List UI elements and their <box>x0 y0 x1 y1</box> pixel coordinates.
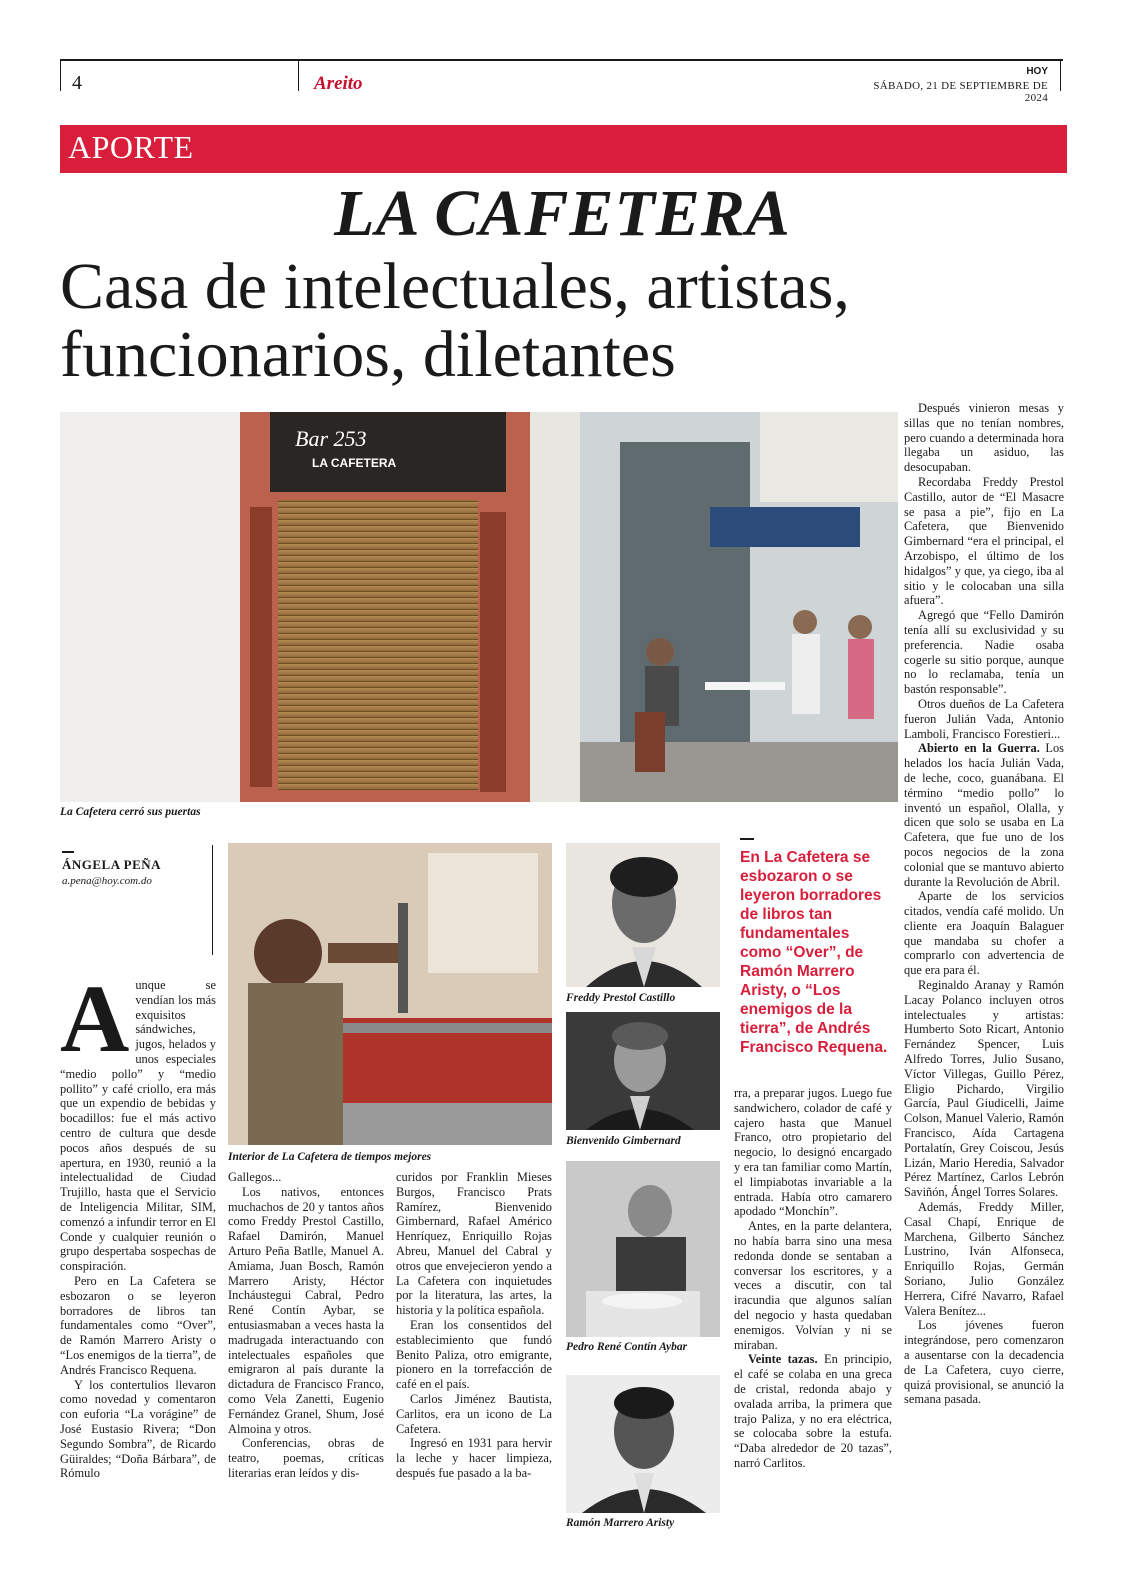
sign-bar-253: Bar 253 <box>295 426 367 451</box>
portrait-caption: Freddy Prestol Castillo <box>566 992 676 1004</box>
paragraph: rra, a preparar jugos. Luego fue sandwichero, colador de café y cajero hasta que Manuel Franco, otro propietario del negocio, lo designó encargado y era tan familiar como Martín, el limpiabotas invariable a la entrada. Había otro camarero apodado “Monchín”. <box>734 1086 892 1219</box>
paragraph: curidos por Franklin Mieses Burgos, Francisco Prats Ramírez, Bienvenido Gimbernard, Rafael Américo Henríquez, Enriquillo Rojas Abreu, Manuel del Cabral y otros que envejecieron yendo a La Cafetera con inquietudes por la literatura, las artes, la historia y la política española. <box>396 1170 552 1318</box>
paragraph <box>734 1352 892 1470</box>
paragraph: Otros dueños de La Cafetera fueron Julián Vada, Antonio Lamboli, Francisco Forestieri... <box>904 696 1064 741</box>
byline-rule <box>62 851 74 853</box>
portrait-freddy-prestol <box>566 843 720 987</box>
portrait-illustration <box>566 1161 720 1337</box>
paragraph-text: Los helados los hacía Julián Vada, de leche, coco, guanábana. El término “medio pollo” lo inventó un español, Olalla, y dicen que solo se usaba en La Cafetera, que fue uno de los pocos negocios de la zona colonial que se mantuvo abierto durante la Revolución de Abril. <box>904 741 1064 889</box>
author-email: a.pena@hoy.com.do <box>62 875 152 887</box>
section-band-label: APORTE <box>68 129 194 165</box>
article-kicker: LA CAFETERA <box>334 177 791 250</box>
paper-name: HOY <box>1026 66 1048 77</box>
pullquote-rule <box>740 838 754 840</box>
section-band <box>60 125 1067 173</box>
portrait-caption: Bienvenido Gimbernard <box>566 1135 681 1147</box>
byline-divider <box>212 845 213 955</box>
portrait-caption: Pedro René Contín Aybar <box>566 1341 688 1353</box>
paragraph: Agregó que “Fello Damirón tenía allí su exclusividad y su preferencia. Nadie osaba cogerle su sitio porque, aunque no lo reclamaba, tenía un bastón responsable”. <box>904 608 1064 697</box>
paragraph: unque se vendían los más exquisitos sándwiches, jugos, helados y unos especiales “medio pollo” y “medio pollito” y café criollo, era más que un expendio de bebidas y bocadillos: fue el más activo centro de cultura que desde pocos años después de su apertura, en 1930, reunió a la intelectualidad de Ciudad Trujillo, hasta que el Servicio de Inteligencia Militar, SIM, comenzó a infundir terror en El Conde y cualquier reunión o grupo despertaba sospechas de conspiración. <box>60 978 216 1274</box>
interior-photo-caption: Interior de La Cafetera de tiempos mejores <box>228 1151 432 1163</box>
portrait-ramon-marrero-aristy <box>566 1375 720 1513</box>
portrait-illustration <box>566 843 720 987</box>
page-number: 4 <box>72 72 82 94</box>
paragraph: Antes, en la parte delantera, no había barra sino una mesa redonda donde se sentaban a conversar los escritores, y a veces a discutir, con tal iracundia que algunos salían del negocio y hasta quedaban enemigos. Volvían y ni se miraban. <box>734 1219 892 1352</box>
headline-line-2: funcionarios, diletantes <box>60 318 676 391</box>
headline-line-1: Casa de intelectuales, artistas, <box>60 250 850 323</box>
paragraph: Pero en La Cafetera se esbozaron o se leyeron borradores de libros tan fundamentales como “Over”, de Ramón Marrero Aristy o “Los enemigos de la tierra”, de Andrés Francisco Requena. <box>60 1273 216 1377</box>
article-column-5 <box>904 401 1064 1536</box>
main-photo <box>60 412 898 802</box>
paragraph: Recordaba Freddy Prestol Castillo, autor de “El Masacre se pasa a pie”, fijo en La Cafetera, que Bienvenido Gimbernard “era el principal, el Arzobispo, el último de los hidalgos” y que, ya ciego, iba al sitio y le colocaban una silla afuera”. <box>904 474 1064 608</box>
paragraph <box>904 741 1064 889</box>
author-name: ÁNGELA PEÑA <box>62 857 162 872</box>
header-rule <box>60 59 1063 61</box>
paragraph: Reginaldo Aranay y Ramón Lacay Polanco incluyen otros intelectuales y artistas: Humberto Soto Ricart, Antonio Fernández Spencer, Luis Alfredo Torres, Julio Susano, Víctor Villegas, Guillo Pérez, Eligio Pichardo, Virgilio García, Paul Giudicelli, Jaime Colson, Manuel Valerio, Ramón Francisco, Aída Cartagena Portalatín, Grey Coiscou, Jesús Lizán, Mario Heredia, Salvador Pérez Martínez, Carlos Lebrón Saviñón, Ángel Torres Solares. <box>904 978 1064 1200</box>
portrait-illustration <box>566 1012 720 1130</box>
article-column-1 <box>60 978 216 1534</box>
portrait-bienvenido-gimbernard <box>566 1012 720 1130</box>
article-column-2 <box>228 1170 384 1535</box>
drop-cap: A <box>60 978 130 1072</box>
paragraph: Después vinieron mesas y sillas que no tenían nombres, pero cuando a determinada hora llegaba un asiduo, las desocupaban. <box>904 401 1064 475</box>
paragraph: Eran los consentidos del establecimiento que fundó Benito Paliza, otro emigrante, pionero en la torrefacción de café en el país. <box>396 1317 552 1392</box>
paragraph: Los nativos, entonces muchachos de 20 y tantos años como Freddy Prestol Castillo, Rafael Damirón, Manuel Arturo Peña Batlle, Manuel A. Amiama, Juan Bosch, Ramón Marrero Aristy, Héctor Incháustegui Cabral, Pedro René Contín Aybar, se entusiasmaban a veces hasta la madrugada interactuando con intelectuales españoles que emigraron al país durante la dictadura de Francisco Franco, como Vela Zanetti, Eugenio Fernández Granel, Shum, José Almoina y otros. <box>228 1184 384 1436</box>
paragraph: Aparte de los servicios citados, vendía café molido. Un cliente era Joaquín Balaguer que mandaba su chofer a comprarlo con advertencia de que era para él. <box>904 889 1064 978</box>
subhead: Abierto en la Guerra. <box>918 741 1040 756</box>
storefront-illustration <box>60 412 898 802</box>
paragraph: Carlos Jiménez Bautista, Carlitos, era un icono de La Cafetera. <box>396 1391 552 1436</box>
header-divider-left <box>60 59 61 91</box>
issue-date: SÁBADO, 21 DE SEPTIEMBRE DE 2024 <box>873 80 1048 104</box>
subhead: Veinte tazas. <box>748 1352 818 1367</box>
section-name: Areito <box>314 73 363 94</box>
portrait-pedro-rene-contin <box>566 1161 720 1337</box>
pullquote: En La Cafetera se esbozaron o se leyeron borradores de libros tan fundamentales como “Over”, de Ramón Marrero Aristy, o “Los enemigos de la tierra”, de Andrés Francisco Requena. <box>740 849 888 1056</box>
paragraph: Los jóvenes fueron integrándose, pero comenzaron a ausentarse con la decadencia de La Cafetera, cuyo cierre, quizá provisional, se anunció la semana pasada. <box>904 1318 1064 1407</box>
paragraph: Y los contertulios llevaron como novedad y comentaron con euforia “La vorágine” de José Eustasio Rivera; “Don Segundo Sombra”, de Ricardo Güiraldes; “Doña Bárbara”, de Rómulo <box>60 1377 216 1481</box>
main-photo-caption: La Cafetera cerró sus puertas <box>60 806 201 818</box>
article-headline <box>60 250 850 391</box>
article-column-4 <box>734 1086 892 1535</box>
interior-photo <box>228 843 552 1145</box>
interior-illustration <box>228 843 552 1145</box>
header-divider-right <box>1060 59 1061 91</box>
paragraph: Gallegos... <box>228 1170 282 1184</box>
portrait-caption: Ramón Marrero Aristy <box>566 1517 675 1529</box>
paragraph: Además, Freddy Miller, Casal Chapí, Enrique de Marchena, Gilberto Sánchez Lustrino, Iván Alfonseca, Enriquillo Rojas, Germán Soriano, Julio González Herrera, Cifré Navarro, Rafael Valera Benítez... <box>904 1200 1064 1318</box>
header-divider-mid <box>298 59 299 91</box>
portrait-illustration <box>566 1375 720 1513</box>
sign-la-cafetera: LA CAFETERA <box>312 456 397 470</box>
paragraph-text: En principio, el café se colaba en una greca de cristal, redonda abajo y ovalada arriba, la primera que trajo Paliza, y no era eléctrica, se colocaba sobre la estufa. “Daba alrededor de 20 tazas”, narró Carlitos. <box>734 1352 892 1470</box>
paragraph: Ingresó en 1931 para hervir la leche y hacer limpieza, después fue pasado a la ba- <box>396 1436 552 1480</box>
article-column-3 <box>396 1170 552 1535</box>
paragraph: Conferencias, obras de teatro, poemas, críticas literarias eran leídos y dis- <box>228 1436 384 1480</box>
